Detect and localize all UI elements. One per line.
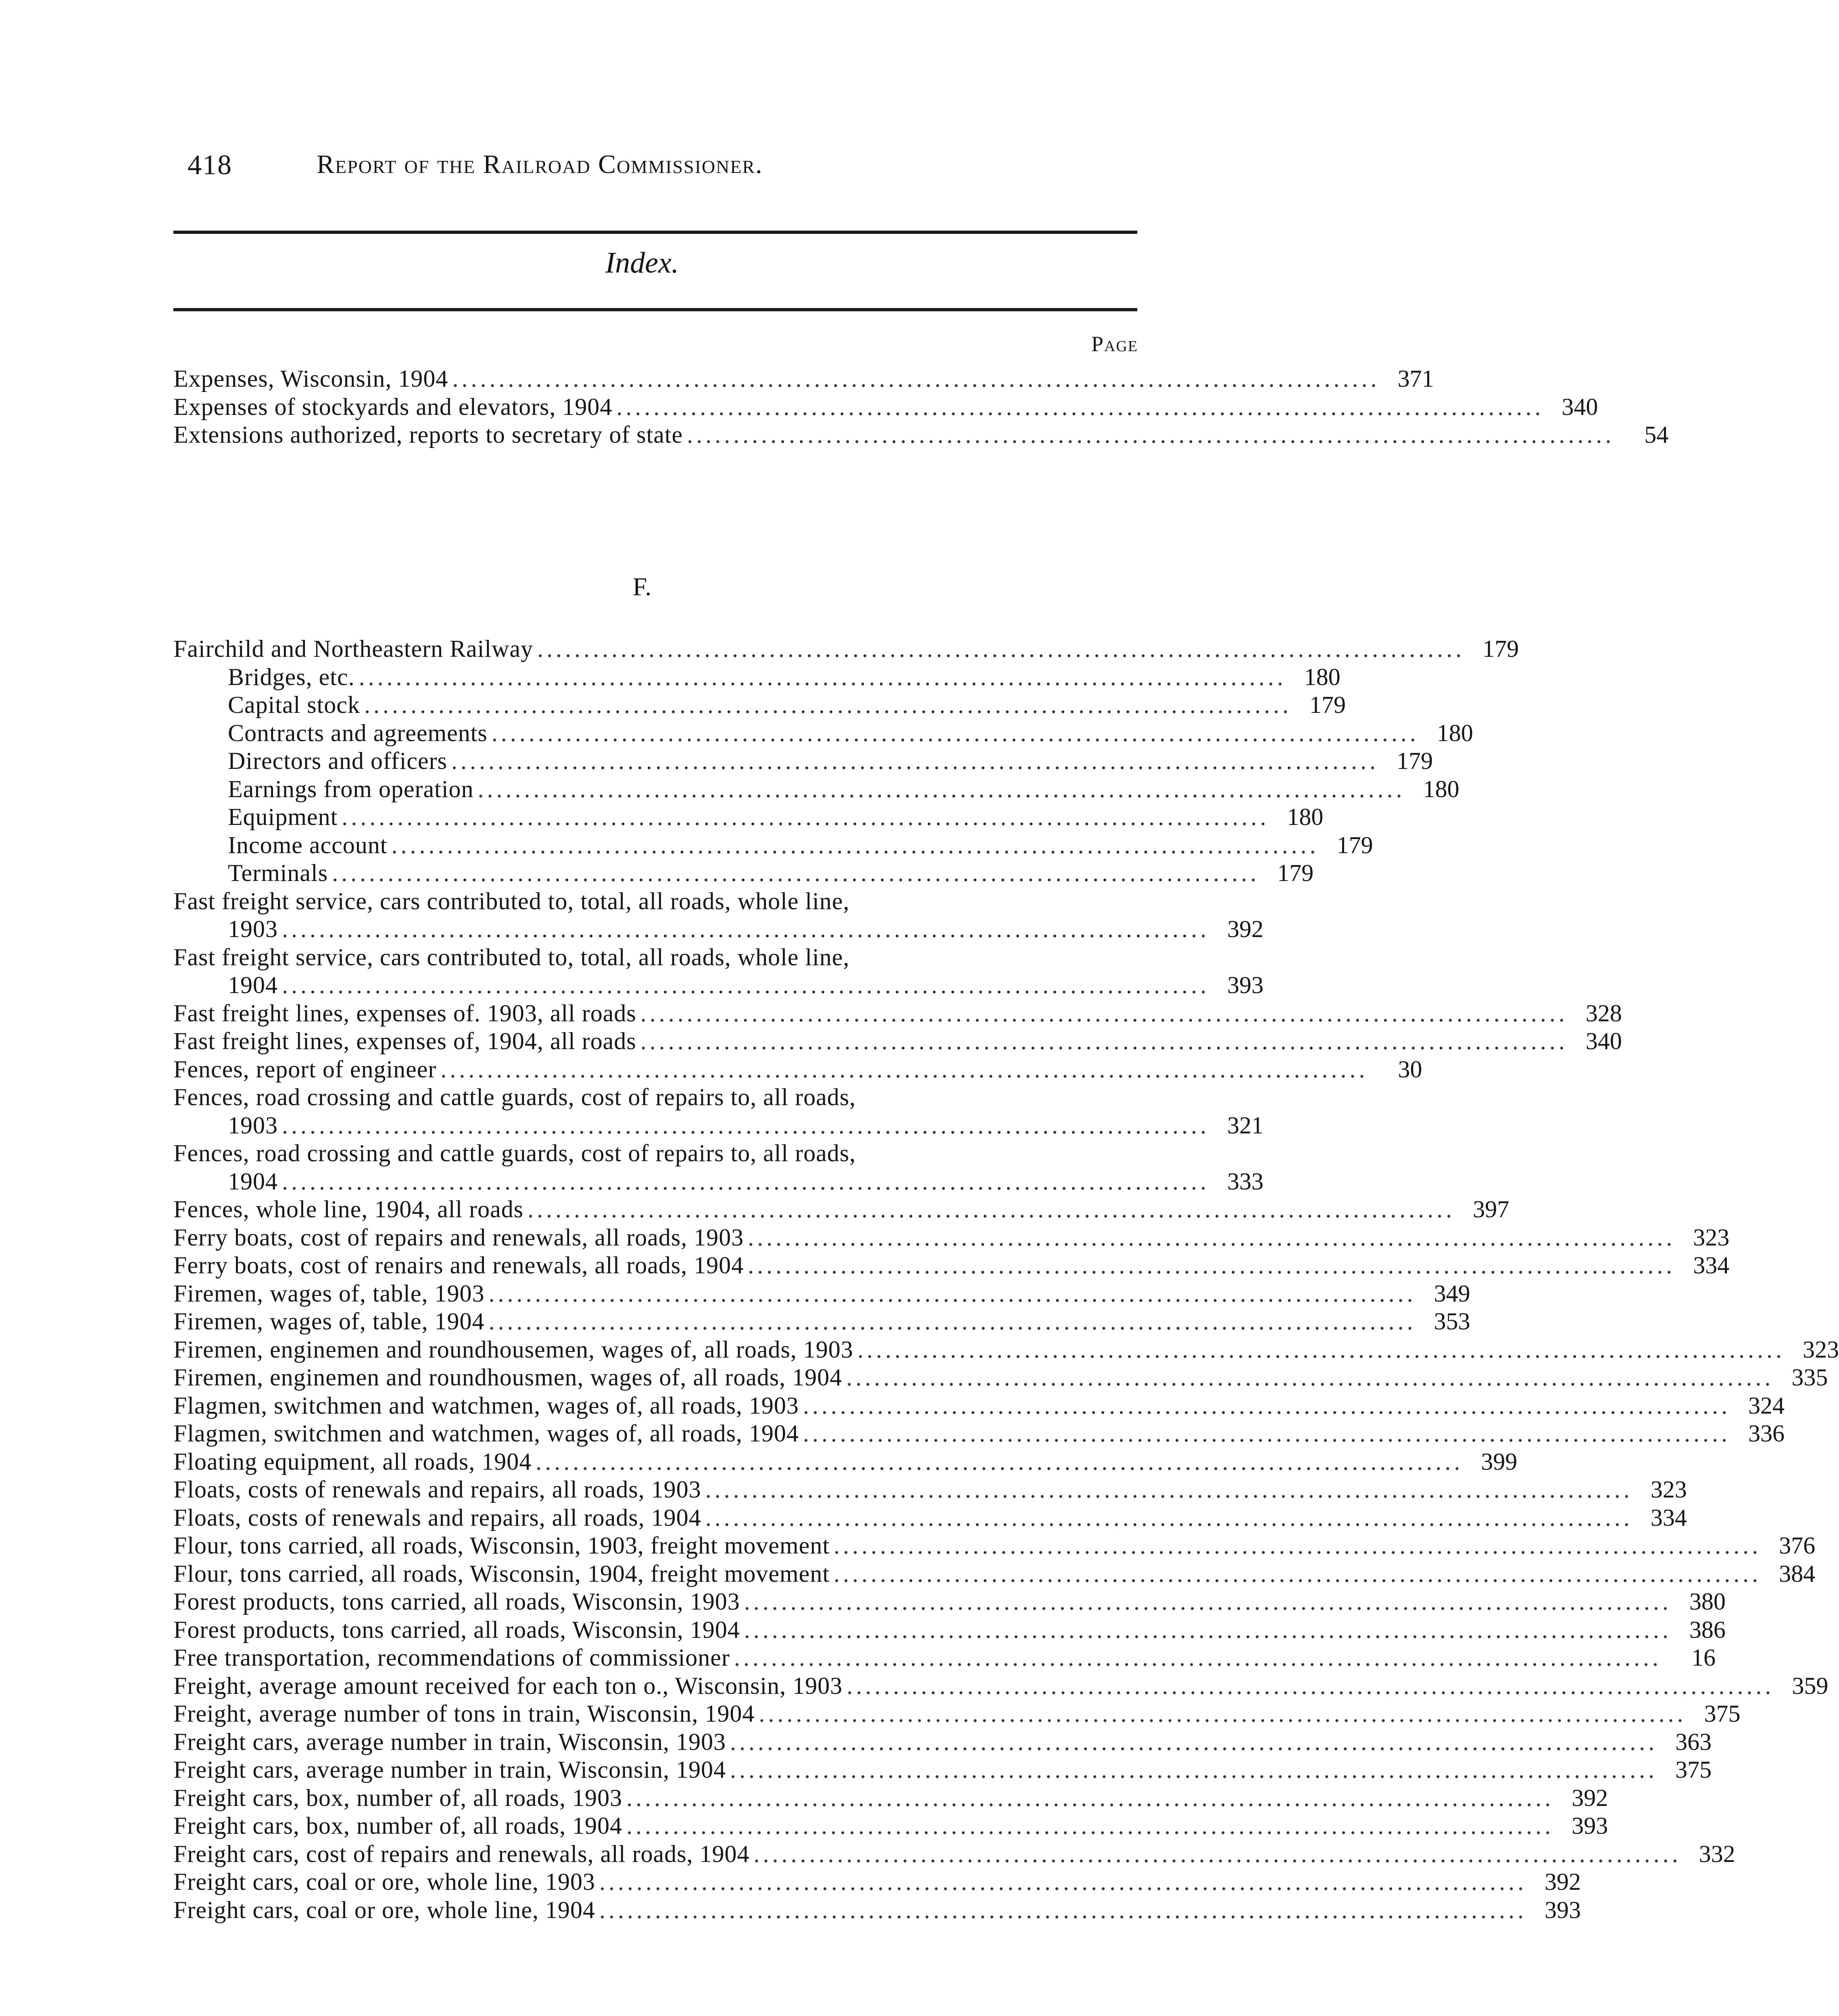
dot-leader: .................................................................................................... (734, 1644, 1662, 1671)
entry-continuation: 1904 (228, 972, 278, 998)
index-entry (173, 1280, 1470, 1308)
entry-text: Firemen, enginemen and roundhousmen, wages of, all roads, 1904 (173, 1364, 842, 1391)
entry-text: Freight, average amount received for each ton o., Wisconsin, 1903 (173, 1672, 843, 1699)
entry-text: Fences, whole line, 1904, all roads (173, 1196, 524, 1223)
entry-text: Expenses of stockyards and elevators, 1904 (173, 393, 613, 420)
page-ref: 340 (1585, 1028, 1622, 1054)
dot-leader: .................................................................................................... (730, 1756, 1658, 1783)
page-ref: 380 (1689, 1588, 1726, 1615)
index-entry (173, 1336, 1839, 1364)
entry-text: Floats, costs of renewals and repairs, all roads, 1903 (173, 1476, 701, 1503)
index-subentry (173, 775, 1460, 804)
dot-leader: .................................................................................................... (730, 1728, 1658, 1755)
index-entry (173, 1308, 1470, 1336)
dot-leader: .................................................................................................... (332, 860, 1260, 886)
entry-text: Fast freight lines, expenses of, 1904, all roads (173, 1028, 636, 1054)
page-ref: 332 (1699, 1840, 1735, 1867)
index-entry (173, 1392, 1785, 1420)
bottom-rule (173, 308, 1137, 311)
index-entry (173, 1195, 1510, 1224)
entry-text: Freight cars, average number in train, Wisconsin, 1903 (173, 1728, 726, 1755)
entry-continuation: 1904 (228, 1168, 278, 1195)
entry-continuation: 1903 (228, 1112, 278, 1139)
entry-text: Contracts and agreements (228, 719, 488, 746)
entry-text: Floats, costs of renewals and repairs, all roads, 1904 (173, 1504, 701, 1531)
entry-text: Flour, tons carried, all roads, Wisconsin, 1903, freight movement (173, 1532, 830, 1559)
dot-leader: .................................................................................................... (705, 1504, 1633, 1531)
index-entry (173, 1448, 1518, 1476)
page-number: 418 (188, 150, 232, 181)
index-subentry (173, 719, 1473, 748)
page-ref: 321 (1227, 1112, 1264, 1139)
letter-heading-f: F. (632, 572, 652, 601)
page-ref: 323 (1802, 1336, 1839, 1363)
page-ref: 328 (1585, 1000, 1622, 1027)
dot-leader: .................................................................................................... (748, 1252, 1676, 1279)
dot-leader: .................................................................................................... (599, 1868, 1527, 1895)
index-entry (173, 1532, 1816, 1560)
index-entry (173, 1756, 1712, 1784)
entry-continuation: 1903 (228, 916, 278, 942)
page-ref: 371 (1397, 365, 1434, 392)
dot-leader: .................................................................................................... (626, 1784, 1554, 1811)
index-entry (173, 1616, 1726, 1644)
page-ref: 359 (1792, 1672, 1829, 1699)
page-ref: 179 (1482, 635, 1519, 662)
entry-text: Fences, road crossing and cattle guards, cost of repairs to, all roads, (173, 1140, 856, 1166)
running-head (188, 149, 1139, 185)
dot-leader: .................................................................................................... (451, 748, 1379, 774)
dot-leader: .................................................................................................... (282, 1112, 1209, 1139)
dot-leader: .................................................................................................... (359, 663, 1286, 690)
dot-leader: .................................................................................................... (536, 1448, 1464, 1475)
page-ref: 54 (1644, 421, 1669, 448)
dot-leader: .................................................................................................... (342, 804, 1270, 830)
dot-leader: .................................................................................................... (440, 1056, 1368, 1083)
entry-text: Freight cars, cost of repairs and renewals, all roads, 1904 (173, 1840, 750, 1867)
entry-line-1 (173, 943, 1139, 972)
entry-text: Extensions authorized, reports to secretary of state (173, 421, 683, 448)
entry-line-2 (173, 1168, 1264, 1196)
entry-text: Forest products, tons carried, all roads, Wisconsin, 1903 (173, 1588, 740, 1615)
page-ref: 179 (1309, 691, 1346, 718)
entry-text: Floating equipment, all roads, 1904 (173, 1448, 532, 1475)
index-entry (173, 1252, 1730, 1280)
section-title: Index. (605, 246, 679, 279)
entry-line-1 (173, 1083, 1139, 1112)
dot-leader: .................................................................................................... (282, 972, 1209, 998)
page-ref: 375 (1704, 1700, 1741, 1727)
dot-leader: .................................................................................................... (846, 1364, 1774, 1391)
index-entry (173, 887, 1264, 943)
dot-leader: .................................................................................................... (803, 1392, 1731, 1419)
index-entry (173, 1027, 1622, 1056)
index-entry (173, 1896, 1581, 1924)
entry-text: Freight cars, box, number of, all roads, 1904 (173, 1812, 623, 1839)
page-ref: 16 (1691, 1644, 1716, 1671)
page-ref: 334 (1693, 1252, 1730, 1279)
entry-text: Ferry boats, cost of repairs and renewals, all roads, 1903 (173, 1224, 744, 1251)
page-ref: 393 (1545, 1896, 1581, 1923)
page-column-header: Page (1091, 332, 1138, 356)
entry-text: Ferry boats, cost of renairs and renewals, all roads, 1904 (173, 1252, 744, 1279)
page-ref: 397 (1473, 1196, 1510, 1223)
page-ref: 335 (1791, 1364, 1828, 1391)
index-entry (173, 635, 1519, 663)
index-subentry (173, 859, 1314, 887)
page-ref: 180 (1423, 775, 1460, 802)
dot-leader: .................................................................................................... (847, 1672, 1774, 1699)
dot-leader: .................................................................................................... (491, 719, 1419, 746)
entry-text: Terminals (228, 860, 328, 886)
entry-text: Freight cars, box, number of, all roads, 1903 (173, 1784, 623, 1811)
entry-text: Freight cars, average number in train, Wisconsin, 1904 (173, 1756, 726, 1783)
index-subentry (173, 803, 1324, 831)
page-ref: 349 (1434, 1280, 1470, 1307)
dot-leader: .................................................................................................... (744, 1616, 1672, 1643)
page-ref: 399 (1481, 1448, 1518, 1475)
dot-leader: .................................................................................................... (364, 691, 1292, 718)
index-entry (173, 1000, 1622, 1028)
entry-text: Equipment (228, 804, 338, 830)
index-entry (173, 1840, 1735, 1868)
page-ref: 392 (1572, 1784, 1608, 1811)
entry-text: Fast freight lines, expenses of. 1903, all roads (173, 1000, 636, 1027)
page-ref: 180 (1437, 719, 1473, 746)
entry-text: Flagmen, switchmen and watchmen, wages of, all roads, 1903 (173, 1392, 799, 1419)
index-entry (173, 1476, 1687, 1504)
dot-leader: .................................................................................................... (488, 1280, 1416, 1307)
index-entry (173, 943, 1264, 1000)
dot-leader: .................................................................................................... (640, 1028, 1568, 1054)
index-entry (173, 1364, 1828, 1392)
index-group-e (173, 365, 1669, 449)
page-ref: 353 (1434, 1308, 1470, 1335)
dot-leader: .................................................................................................... (759, 1700, 1687, 1727)
entry-text: Forest products, tons carried, all roads, Wisconsin, 1904 (173, 1616, 740, 1643)
entry-line-1 (173, 887, 1139, 916)
index-entry (173, 1700, 1741, 1728)
index-entry (173, 1560, 1816, 1588)
entry-text: Capital stock (228, 691, 360, 718)
dot-leader: .................................................................................................... (616, 393, 1544, 420)
page-ref: 336 (1748, 1420, 1785, 1447)
dot-leader: .................................................................................................... (803, 1420, 1731, 1447)
dot-leader: .................................................................................................... (857, 1336, 1785, 1363)
entry-text: Firemen, wages of, table, 1903 (173, 1280, 485, 1307)
page-ref: 324 (1748, 1392, 1785, 1419)
page-ref: 30 (1398, 1056, 1422, 1083)
dot-leader: .................................................................................................... (705, 1476, 1633, 1503)
dot-leader: .................................................................................................... (640, 1000, 1568, 1027)
dot-leader: .................................................................................................... (744, 1588, 1672, 1615)
entry-text: Fences, road crossing and cattle guards, cost of repairs to, all roads, (173, 1084, 856, 1110)
dot-leader: .................................................................................................... (477, 775, 1405, 802)
index-entry (173, 365, 1434, 393)
index-subentry (173, 747, 1433, 775)
page-ref: 386 (1689, 1616, 1726, 1643)
page-ref: 333 (1227, 1168, 1264, 1195)
entry-text: Freight cars, coal or ore, whole line, 1904 (173, 1896, 596, 1923)
index-subentry (173, 831, 1373, 860)
index-entry (173, 1812, 1608, 1840)
dot-leader: .................................................................................................... (282, 1168, 1209, 1195)
page-ref: 334 (1650, 1504, 1687, 1531)
page-ref: 323 (1693, 1224, 1730, 1251)
page-ref: 363 (1675, 1728, 1712, 1755)
entry-text: Directors and officers (228, 748, 448, 774)
entry-line-2 (173, 971, 1264, 1000)
index-entry (173, 1139, 1264, 1195)
entry-text: Fast freight service, cars contributed to, total, all roads, whole line, (173, 887, 850, 914)
entry-text: Free transportation, recommendations of commissioner (173, 1644, 730, 1671)
dot-leader: .................................................................................................... (452, 365, 1380, 392)
entry-text: Fast freight service, cars contributed to, total, all roads, whole line, (173, 943, 850, 971)
page-ref: 393 (1572, 1812, 1608, 1839)
index-entry (173, 1083, 1264, 1139)
entry-line-1 (173, 1139, 1139, 1168)
dot-leader: .................................................................................................... (599, 1896, 1527, 1923)
page-ref: 323 (1650, 1476, 1687, 1503)
entry-text: Fences, report of engineer (173, 1056, 437, 1083)
index-subentry (173, 663, 1341, 691)
index-entry (173, 1504, 1687, 1532)
page-ref: 392 (1545, 1868, 1581, 1895)
page-ref: 180 (1287, 804, 1324, 830)
index-entry (173, 1868, 1581, 1896)
index-group-f (173, 635, 1839, 1924)
top-rule (173, 231, 1137, 234)
index-entry (173, 1420, 1785, 1448)
entry-line-2 (173, 1112, 1264, 1140)
page-ref: 340 (1562, 393, 1598, 420)
entry-line-2 (173, 915, 1264, 943)
entry-text: Freight cars, coal or ore, whole line, 1903 (173, 1868, 596, 1895)
dot-leader: .................................................................................................... (687, 421, 1615, 448)
running-title: Report of the Railroad Commissioner. (317, 150, 763, 179)
page-ref: 384 (1779, 1560, 1816, 1587)
entry-text: Firemen, wages of, table, 1904 (173, 1308, 485, 1335)
entry-text: Earnings from operation (228, 775, 474, 802)
entry-text: Freight, average number of tons in train, Wisconsin, 1904 (173, 1700, 755, 1727)
entry-text: Firemen, enginemen and roundhousemen, wages of, all roads, 1903 (173, 1336, 853, 1363)
dot-leader: .................................................................................................... (488, 1308, 1416, 1335)
index-entry (173, 1672, 1829, 1700)
index-entry (173, 1784, 1608, 1812)
dot-leader: .................................................................................................... (528, 1196, 1455, 1223)
dot-leader: .................................................................................................... (391, 831, 1319, 858)
index-entry (173, 393, 1598, 421)
index-entry (173, 1728, 1712, 1756)
dot-leader: .................................................................................................... (753, 1840, 1681, 1867)
entry-text: Flagmen, switchmen and watchmen, wages of, all roads, 1904 (173, 1420, 799, 1447)
dot-leader: .................................................................................................... (834, 1532, 1762, 1559)
index-entry (173, 421, 1669, 449)
page-ref: 393 (1227, 972, 1264, 998)
index-subentry (173, 691, 1346, 719)
dot-leader: .................................................................................................... (834, 1560, 1762, 1587)
dot-leader: .................................................................................................... (626, 1812, 1554, 1839)
index-entry (173, 1224, 1730, 1252)
page-ref: 376 (1779, 1532, 1816, 1559)
dot-leader: .................................................................................................... (748, 1224, 1676, 1251)
dot-leader: .................................................................................................... (282, 916, 1209, 942)
index-entry (173, 1056, 1422, 1084)
dot-leader: .................................................................................................... (537, 635, 1465, 662)
page-ref: 180 (1304, 663, 1341, 690)
entry-text: Fairchild and Northeastern Railway (173, 635, 534, 662)
page-ref: 179 (1337, 831, 1373, 858)
page-ref: 375 (1675, 1756, 1712, 1783)
page-ref: 392 (1227, 916, 1264, 942)
index-entry (173, 1644, 1716, 1672)
entry-text: Income account (228, 831, 388, 858)
entry-text: Bridges, etc. (228, 663, 355, 690)
entry-text: Flour, tons carried, all roads, Wisconsin, 1904, freight movement (173, 1560, 830, 1587)
index-entry (173, 1588, 1726, 1616)
page-ref: 179 (1277, 860, 1314, 886)
page-ref: 179 (1397, 748, 1433, 774)
entry-text: Expenses, Wisconsin, 1904 (173, 365, 448, 392)
